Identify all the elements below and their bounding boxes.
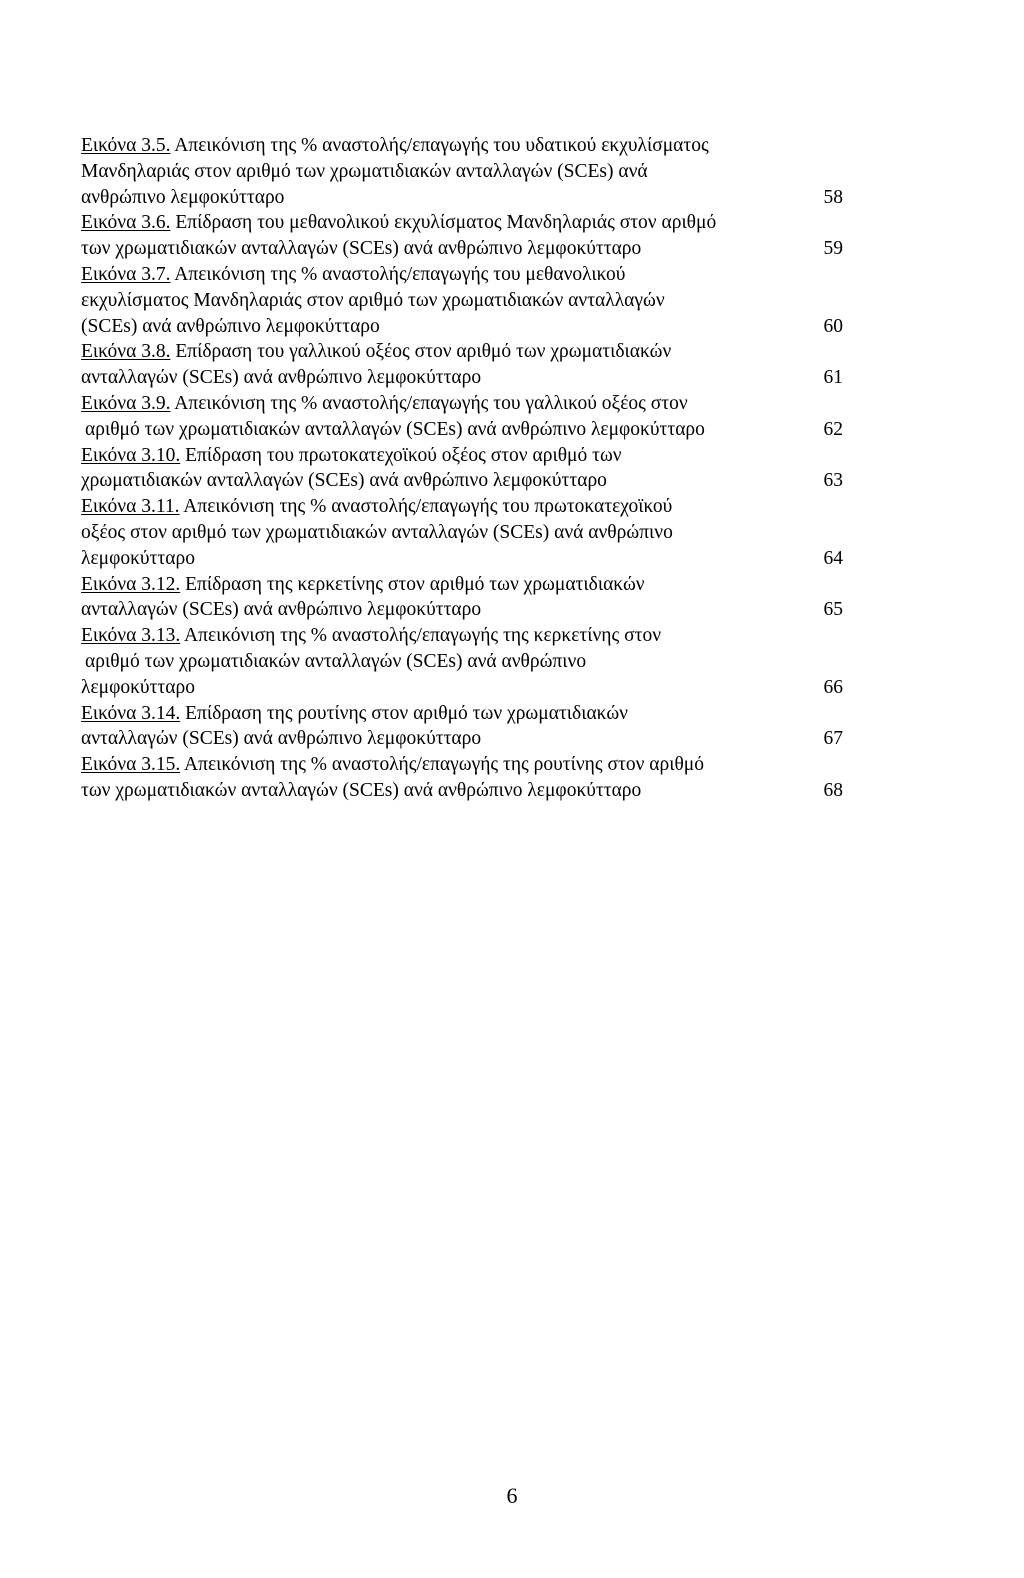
entry-line <box>81 649 843 675</box>
entry-title: Απεικόνιση της % αναστολής/επαγωγής του πρωτοκατεχοϊκού <box>179 496 673 518</box>
entry-title-continued: ανθρώπινο λεμφοκύτταρο <box>81 186 285 208</box>
figure-link[interactable]: Εικόνα 3.5. <box>81 135 171 156</box>
entry-line <box>81 314 843 340</box>
toc-entry-3-14[interactable] <box>81 701 843 753</box>
entry-title: Επίδραση του πρωτοκατεχοϊκού οξέος στον αριθμό των <box>180 444 622 466</box>
page-ref: 60 <box>823 315 843 337</box>
entry-title-continued: λεμφοκύτταρο <box>81 676 195 698</box>
entry-line <box>81 417 843 443</box>
figure-link[interactable]: Εικόνα 3.11. <box>81 496 180 518</box>
page-ref: 64 <box>823 547 843 569</box>
figure-link[interactable]: Εικόνα 3.6. <box>81 212 171 234</box>
entry-line <box>81 572 843 598</box>
entry-title: Επίδραση του γαλλικού οξέος στον αριθμό των χρωματιδιακών <box>170 341 672 363</box>
entry-line <box>81 597 843 623</box>
entry-title-continued: των χρωματιδιακών ανταλλαγών (SCEs) ανά ανθρώπινο λεμφοκύτταρο <box>81 238 642 260</box>
entry-title: Απεικόνιση της % αναστολής/επαγωγής της κερκετίνης στον <box>180 625 662 647</box>
entry-title: Απεικόνιση της % αναστολής/επαγωγής του μεθανολικού <box>170 263 626 285</box>
page-ref: 61 <box>823 367 843 389</box>
entry-line <box>81 365 843 391</box>
entry-line <box>81 185 843 211</box>
entry-title: Επίδραση της ρουτίνης στον αριθμό των χρωματιδιακών <box>180 702 628 724</box>
entry-title-continued: ανταλλαγών (SCEs) ανά ανθρώπινο λεμφοκύτταρο <box>81 728 482 750</box>
entry-line <box>81 262 843 288</box>
page-ref: 62 <box>823 418 843 440</box>
entry-title-continued: οξέος στον αριθμό των χρωματιδιακών ανταλλαγών (SCEs) ανά ανθρώπινο <box>81 521 673 543</box>
page-ref: 67 <box>823 728 843 750</box>
entry-line <box>81 391 843 417</box>
entry-line <box>81 701 843 727</box>
entry-title-continued: εκχυλίσματος Μανδηλαριάς στον αριθμό των χρωματιδιακών ανταλλαγών <box>81 289 665 311</box>
entry-title-continued: (SCEs) ανά ανθρώπινο λεμφοκύτταρο <box>81 315 380 337</box>
entry-line <box>81 520 843 546</box>
entry-title: Απεικόνιση της % αναστολής/επαγωγής της ρουτίνης στον αριθμό <box>180 754 704 776</box>
entry-line <box>81 159 843 185</box>
entry-title-continued: χρωματιδιακών ανταλλαγών (SCEs) ανά ανθρώπινο λεμφοκύτταρο <box>81 470 607 492</box>
entry-line <box>81 133 843 159</box>
entry-line <box>81 726 843 752</box>
entry-line <box>81 778 843 804</box>
figure-link[interactable]: Εικόνα 3.12. <box>81 573 181 595</box>
toc-entry-3-12[interactable] <box>81 572 843 624</box>
entry-line <box>81 623 843 649</box>
toc-entry-3-15[interactable] <box>81 752 843 804</box>
entry-line <box>81 494 843 520</box>
entry-title-continued: αριθμό των χρωματιδιακών ανταλλαγών (SCEs) ανά ανθρώπινο <box>85 650 587 672</box>
entry-line <box>81 288 843 314</box>
entry-title-continued: Μανδηλαριάς στον αριθμό των χρωματιδιακών ανταλλαγών (SCEs) ανά <box>81 160 648 182</box>
entry-title: Επίδραση της κερκετίνης στον αριθμό των χρωματιδιακών <box>180 573 645 595</box>
page-ref: 63 <box>823 470 843 492</box>
toc-entry-3-9[interactable] <box>81 391 843 443</box>
entry-line <box>81 546 843 572</box>
figure-link[interactable]: Εικόνα 3.13. <box>81 625 181 647</box>
page-ref: 68 <box>823 779 843 801</box>
toc-entry-3-6[interactable] <box>81 210 843 262</box>
toc-entry-3-10[interactable] <box>81 443 843 495</box>
figure-link[interactable]: Εικόνα 3.14. <box>81 702 181 724</box>
entry-title: Επίδραση του μεθανολικού εκχυλίσματος Μανδηλαριάς στον αριθμό <box>170 212 717 234</box>
entry-title-continued: ανταλλαγών (SCEs) ανά ανθρώπινο λεμφοκύτταρο <box>81 367 482 389</box>
page-number: 6 <box>506 1483 518 1508</box>
figure-link[interactable]: Εικόνα 3.10. <box>81 444 181 466</box>
figure-link[interactable]: Εικόνα 3.15. <box>81 754 181 776</box>
toc-entry-3-7[interactable] <box>81 262 843 339</box>
entry-title-continued: ανταλλαγών (SCEs) ανά ανθρώπινο λεμφοκύτταρο <box>81 599 482 621</box>
toc-entry-3-8[interactable] <box>81 339 843 391</box>
entry-title-continued: λεμφοκύτταρο <box>81 547 195 569</box>
entry-title-continued: αριθμό των χρωματιδιακών ανταλλαγών (SCEs) ανά ανθρώπινο λεμφοκύτταρο <box>85 418 705 440</box>
entry-line <box>81 236 843 262</box>
entry-line <box>81 752 843 778</box>
entry-line <box>81 339 843 365</box>
page-ref: 59 <box>823 238 843 260</box>
entry-title: Απεικόνιση της % αναστολής/επαγωγής του γαλλικού οξέος στον <box>170 392 688 414</box>
page-ref: 65 <box>823 599 843 621</box>
toc-entry-3-11[interactable] <box>81 494 843 571</box>
entry-line <box>81 675 843 701</box>
entry-line <box>81 468 843 494</box>
page-ref: 66 <box>823 676 843 698</box>
entry-line <box>81 443 843 469</box>
figure-list <box>81 133 843 804</box>
figure-link[interactable]: Εικόνα 3.7. <box>81 263 171 285</box>
toc-entry-3-13[interactable] <box>81 623 843 700</box>
page-ref: 58 <box>823 186 843 208</box>
entry-title-continued: των χρωματιδιακών ανταλλαγών (SCEs) ανά ανθρώπινο λεμφοκύτταρο <box>81 779 642 801</box>
toc-entry-3-5[interactable] <box>81 133 843 210</box>
figure-link[interactable]: Εικόνα 3.9. <box>81 392 171 414</box>
figure-link[interactable]: Εικόνα 3.8. <box>81 341 171 363</box>
entry-title: Απεικόνιση της % αναστολής/επαγωγής του υδατικού εκχυλίσματος <box>170 135 709 156</box>
entry-line <box>81 210 843 236</box>
